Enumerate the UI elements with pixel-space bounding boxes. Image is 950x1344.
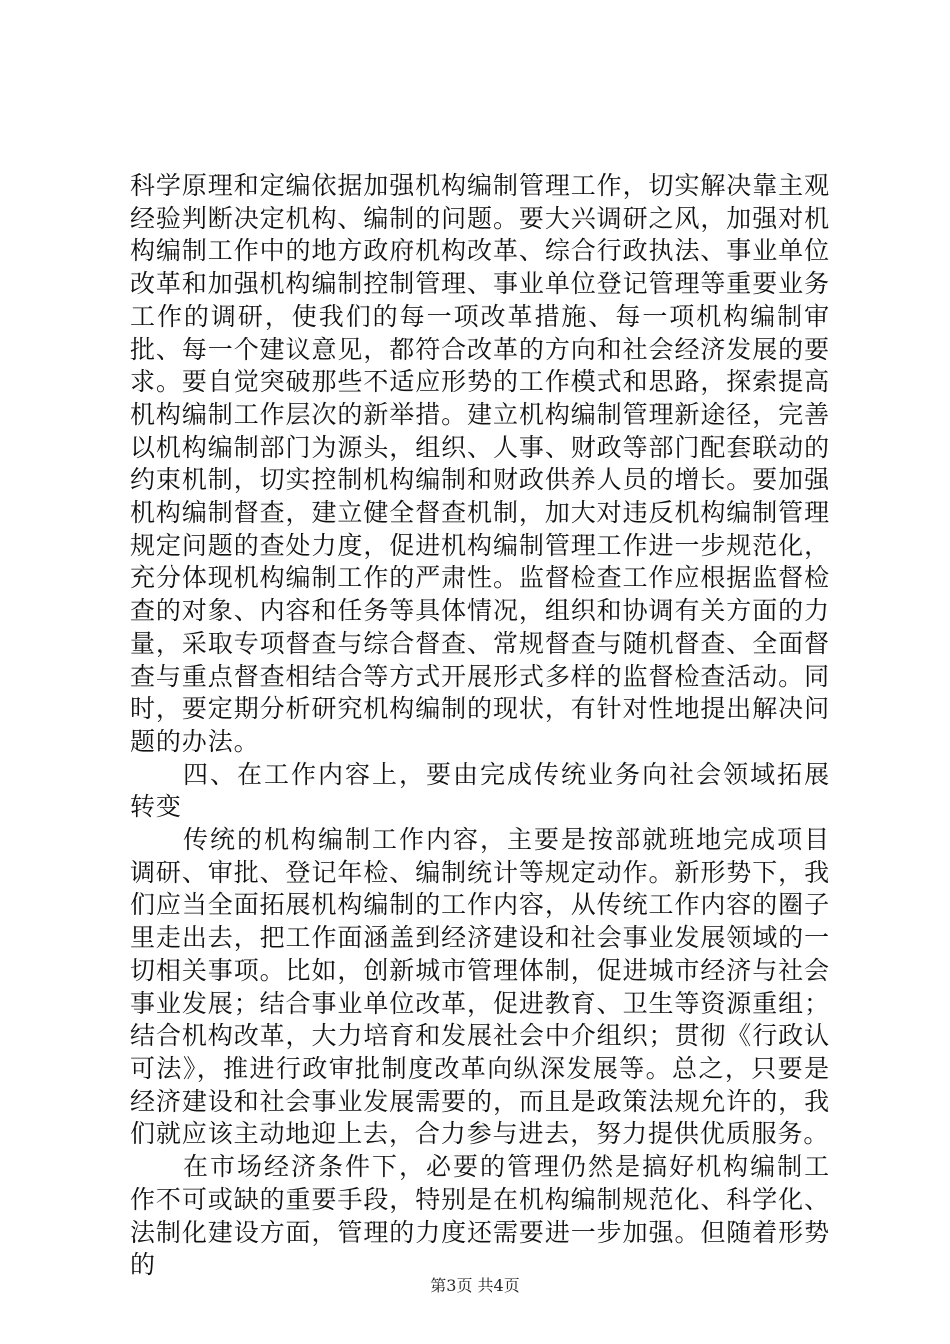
paragraph-continued: 科学原理和定编依据加强机构编制管理工作，切实解决靠主观经验判断决定机构、编制的问题。要大兴调研之风，加强对机构编制工作中的地方政府机构改革、综合行政执法、事业单位改革和加强机构编制控制管理、事业单位登记管理等重要业务工作的调研，使我们的每一项改革措施、每一项机构编制审批、每一个建议意见，都符合改革的方向和社会经济发展的要求。要自觉突破那些不适应形势的工作模式和思路，探索提高机构编制工作层次的新举措。建立机构编制管理新途径，完善以机构编制部门为源头，组织、人事、财政等部门配套联动的约束机制，切实控制机构编制和财政供养人员的增长。要加强机构编制督查，建立健全督查机制，加大对违反机构编制管理规定问题的查处力度，促进机构编制管理工作进一步规范化，充分体现机构编制工作的严肃性。监督检查工作应根据监督检查的对象、内容和任务等具体情况，组织和协调有关方面的力量，采取专项督查与综合督查、常规督查与随机督查、全面督查与重点督查相结合等方式开展形式多样的监督检查活动。同时，要定期分析研究机构编制的现状，有针对性地提出解决问题的办法。 [130, 171, 830, 756]
page-number: 第3页 [430, 1276, 473, 1295]
document-body [130, 170, 830, 1282]
page-total: 共4页 [477, 1276, 520, 1295]
paragraph: 在市场经济条件下，必要的管理仍然是搞好机构编制工作不可或缺的重要手段，特别是在机构编制规范化、科学化、法制化建设方面，管理的力度还需要进一步加强。但随着形势的 [130, 1152, 830, 1280]
page-footer [0, 1276, 950, 1296]
section-heading: 四、在工作内容上，要由完成传统业务向社会领域拓展转变 [130, 759, 830, 822]
paragraph: 传统的机构编制工作内容，主要是按部就班地完成项目调研、审批、登记年检、编制统计等规定动作。新形势下，我们应当全面拓展机构编制的工作内容，从传统工作内容的圈子里走出去，把工作面涵盖到经济建设和社会事业发展领域的一切相关事项。比如，创新城市管理体制，促进城市经济与社会事业发展；结合事业单位改革，促进教育、卫生等资源重组；结合机构改革，大力培育和发展社会中介组织；贯彻《行政认可法》，推进行政审批制度改革向纵深发展等。总之，只要是经济建设和社会事业发展需要的，而且是政策法规允许的，我们就应该主动地迎上去，合力参与进去，努力提供优质服务。 [130, 825, 830, 1149]
